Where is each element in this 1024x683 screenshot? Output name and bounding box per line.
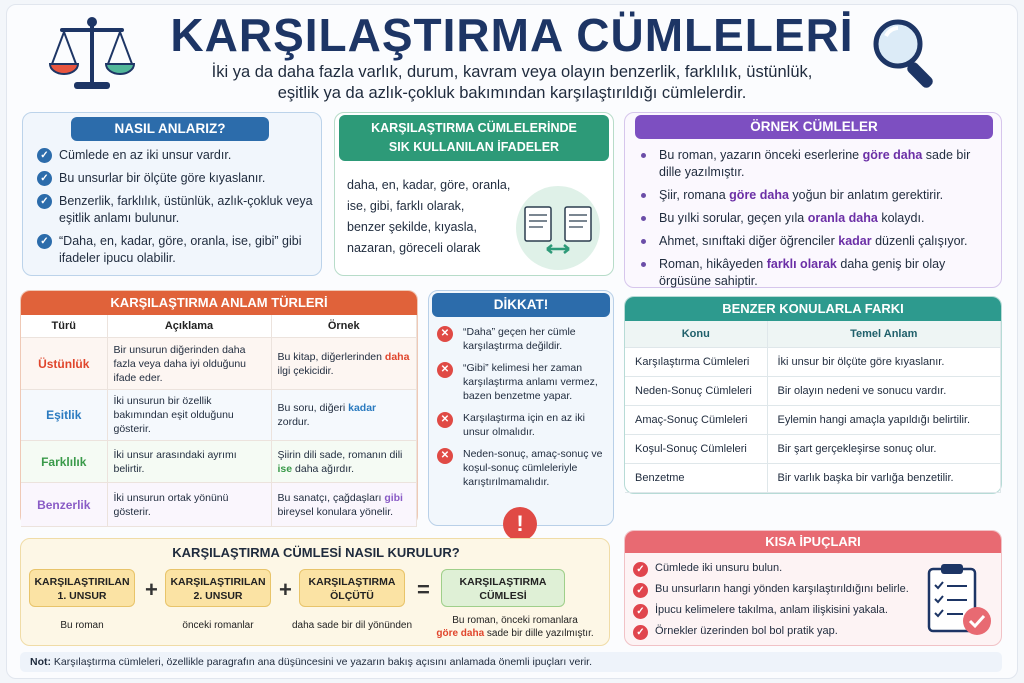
list-item: ✓ Bu unsurların hangi yönden karşılaştırıldığını belirle. — [633, 582, 925, 596]
list-item: ✓ “Daha, en, kadar, göre, oranla, ise, gibi” gibi ifadeler ipucu olabilir. — [37, 233, 315, 267]
table-row: Farklılık İki unsur arasındaki ayrımı belirtir. Şiirin dili sade, romanın dili ise daha ağırdır. — [21, 441, 417, 483]
table-row: Üstünlük Bir unsurun diğerinden daha fazla veya daha iyi olduğunu ifade eder. Bu kitap, diğerlerinden daha ilgi çekicidir. — [21, 338, 417, 390]
ikinci-unsur-box: KARŞILAŞTIRILAN 2. UNSUR — [165, 569, 271, 607]
plus-sign: + — [145, 577, 158, 602]
note-bar — [20, 652, 1002, 672]
list-item: ✕ Neden-sonuç, amaç-sonuç ve koşul-sonuç cümleleriyle karıştırılmamalıdır. — [437, 447, 609, 489]
list-item: Şiir, romana göre daha yoğun bir anlatım gerektirir. — [637, 187, 993, 204]
page-subtitle — [170, 62, 854, 104]
table-row: Koşul-Sonuç Cümleleri Bir şart gerçekleşirse sonuç olur. — [625, 434, 1001, 463]
page-title: KARŞILAŞTIRMA CÜMLELERİ — [170, 9, 854, 61]
karsilastirma-cumlesi-box: KARŞILAŞTIRMA CÜMLESİ — [441, 569, 565, 607]
check-icon: ✓ — [37, 194, 52, 209]
table-row: Amaç-Sonuç Cümleleri Eylemin hangi amaçla yapıldığı belirtilir. — [625, 405, 1001, 434]
table-row: Benzerlik İki unsurun ortak yönünü gösterir. Bu sanatçı, çağdaşları gibi bireysel konulara yönelir. — [21, 483, 417, 527]
anlam-turleri-table — [21, 315, 417, 527]
check-icon: ✓ — [633, 604, 648, 619]
table-row: Benzetme Bir varlık başka bir varlığa benzetilir. — [625, 463, 1001, 492]
olcut-caption: daha sade bir dil yönünden — [291, 620, 413, 631]
ornek-cumleler-title: ÖRNEK CÜMLELER — [635, 115, 993, 139]
equals-sign: = — [417, 577, 430, 602]
compare-documents-icon — [513, 185, 603, 271]
note-label: Not: — [30, 656, 51, 668]
benzer-konular-table — [625, 321, 1001, 493]
list-item: ✓ Örnekler üzerinden bol bol pratik yap. — [633, 624, 925, 638]
ornek-cumle-caption: Bu roman, önceki romanlara göre daha sade bir dille yazılmıştır. — [436, 615, 594, 639]
list-item: Ahmet, sınıftaki diğer öğrenciler kadar düzenli çalışıyor. — [637, 233, 993, 250]
nasil-anlariz-card — [22, 112, 322, 276]
balance-scale-icon — [46, 14, 138, 94]
birinci-unsur-box: KARŞILAŞTIRILAN 1. UNSUR — [29, 569, 135, 607]
table-row: Eşitlik İki unsurun bir özellik bakımından eşit olduğunu gösterir. Bu soru, diğeri kadar zordur. — [21, 390, 417, 441]
nasil-anlariz-title: NASIL ANLARIZ? — [71, 117, 269, 141]
dikkat-card — [428, 290, 614, 536]
cross-icon: ✕ — [437, 412, 453, 428]
note-text: Karşılaştırma cümleleri, özellikle paragrafın ana düşüncesini ve yazarın bakış açısını anlamada önemli ipuçları verir. — [53, 656, 593, 668]
dikkat-title: DİKKAT! — [432, 293, 610, 317]
anlam-turleri-card — [20, 290, 418, 526]
list-item: ✓ İpucu kelimelere takılma, anlam ilişkisini yakala. — [633, 603, 925, 617]
cross-icon: ✕ — [437, 362, 453, 378]
subtitle-line-2: eşitlik ya da azlık-çokluk bakımından karşılaştırıldığı cümlelerdir. — [277, 84, 747, 102]
warning-icon: ! — [503, 507, 537, 541]
check-icon: ✓ — [37, 234, 52, 249]
cross-icon: ✕ — [437, 448, 453, 464]
list-item: ✓ Cümlede en az iki unsur vardır. — [37, 147, 315, 164]
check-icon: ✓ — [633, 625, 648, 640]
check-icon: ✓ — [633, 583, 648, 598]
olcut-box: KARŞILAŞTIRMA ÖLÇÜTÜ — [299, 569, 405, 607]
list-item: ✕ “Daha” geçen her cümle karşılaştırma değildir. — [437, 325, 609, 353]
list-item: ✓ Bu unsurlar bir ölçüte göre kıyaslanır. — [37, 170, 315, 187]
nasil-anlariz-list — [37, 147, 315, 273]
ornek-cumleler-list — [637, 147, 993, 296]
list-item: Bu roman, yazarın önceki eserlerine göre daha sade bir dille yazılmıştır. — [637, 147, 993, 181]
benzer-konular-card — [624, 296, 1002, 494]
list-item: ✓ Benzerlik, farklılık, üstünlük, azlık-çokluk veya eşitlik anlamı bulunur. — [37, 193, 315, 227]
magnifier-icon — [866, 14, 950, 94]
checklist-clipboard-icon — [923, 561, 995, 641]
list-item: ✕ Karşılaştırma için en az iki unsur olmalıdır. — [437, 411, 609, 439]
plus-sign: + — [279, 577, 292, 602]
ornek-cumleler-card — [624, 112, 1002, 288]
cross-icon: ✕ — [437, 326, 453, 342]
anlam-turleri-title: KARŞILAŞTIRMA ANLAM TÜRLERİ — [21, 291, 417, 315]
benzer-konular-title: BENZER KONULARLA FARKI — [625, 297, 1001, 321]
subtitle-line-1: İki ya da daha fazla varlık, durum, kavram veya olayın benzerlik, farklılık, üstünlük, — [211, 63, 813, 81]
ifadeler-text: daha, en, kadar, göre, oranla, ise, gibi, farklı olarak, benzer şekilde, kıyasla, nazaran, göreceli olarak — [347, 178, 511, 255]
kisa-ipuclari-title: KISA İPUÇLARI — [625, 531, 1001, 553]
dikkat-list — [437, 325, 609, 497]
nasil-kurulur-title: KARŞILAŞTIRMA CÜMLESİ NASIL KURULUR? — [172, 545, 460, 560]
birinci-unsur-caption: Bu roman — [60, 620, 104, 631]
kisa-ipuclari-card — [624, 530, 1002, 646]
table-row: Karşılaştırma Cümleleri İki unsur bir ölçüte göre kıyaslanır. — [625, 347, 1001, 376]
table-header-row: Konu Temel Anlam — [625, 321, 1001, 347]
ikinci-unsur-caption: önceki romanlar — [182, 620, 254, 631]
list-item: Bu yılki sorular, geçen yıla oranla daha kolaydı. — [637, 210, 993, 227]
check-icon: ✓ — [633, 562, 648, 577]
list-item: ✕ “Gibi” kelimesi her zaman karşılaştırma anlamı vermez, bazen benzetme yapar. — [437, 361, 609, 403]
nasil-kurulur-card — [20, 538, 610, 646]
check-icon: ✓ — [37, 148, 52, 163]
list-item: Roman, hikâyeden farklı olarak daha geniş bir olay örgüsüne sahiptir. — [637, 256, 993, 290]
kisa-ipuclari-list — [633, 561, 925, 645]
table-row: Neden-Sonuç Cümleleri Bir olayın nedeni ve sonucu vardır. — [625, 376, 1001, 405]
list-item: ✓ Cümlede iki unsuru bulun. — [633, 561, 925, 575]
table-header-row: Türü Açıklama Örnek — [21, 315, 417, 338]
ifadeler-card — [334, 112, 614, 276]
check-icon: ✓ — [37, 171, 52, 186]
ifadeler-title: KARŞILAŞTIRMA CÜMLELERİNDE SIK KULLANILAN İFADELER — [339, 115, 609, 161]
